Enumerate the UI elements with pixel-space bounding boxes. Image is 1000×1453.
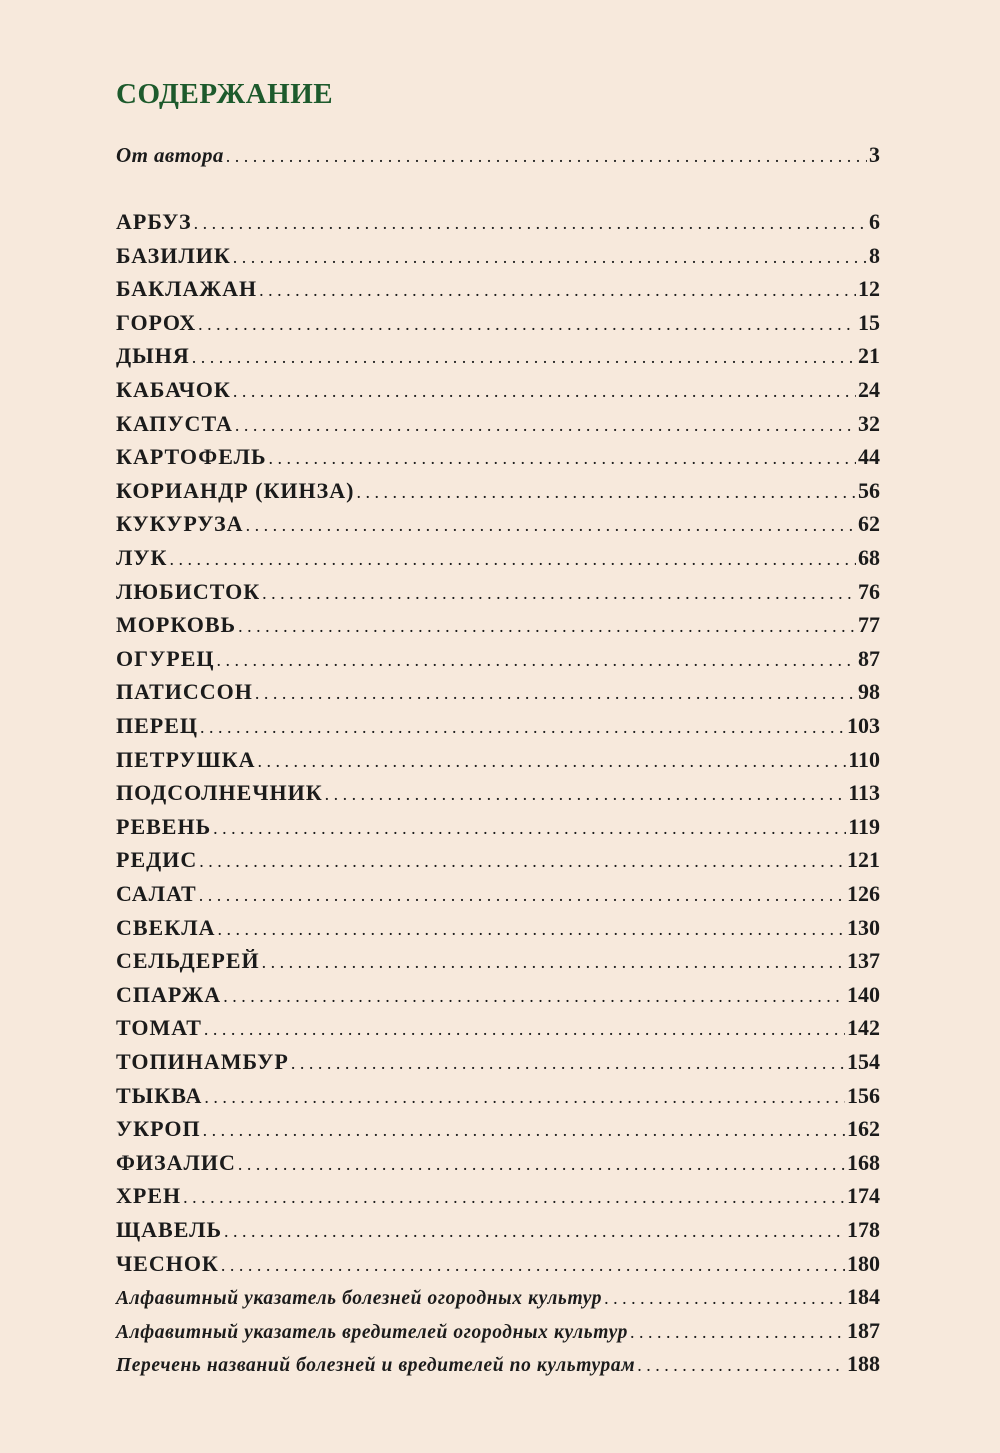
- toc-page-number: 98: [858, 679, 880, 705]
- toc-entry[interactable]: [116, 1081, 880, 1111]
- dot-leader: [630, 1317, 845, 1347]
- toc-page-number: 156: [847, 1082, 880, 1108]
- toc-entry[interactable]: [116, 711, 880, 741]
- toc-page-number: 32: [858, 410, 880, 436]
- toc-page-number: 142: [847, 1015, 880, 1041]
- toc-entry-label: АРБУЗ: [116, 209, 192, 234]
- toc-page-number: 154: [847, 1049, 880, 1074]
- toc-entry[interactable]: [116, 913, 880, 943]
- dot-leader: [216, 645, 856, 675]
- dot-leader: [259, 275, 856, 305]
- toc-entry-label: ФИЗАЛИС: [116, 1149, 236, 1175]
- toc-entry-label: ЛУК: [116, 545, 168, 570]
- toc-entry[interactable]: [116, 1249, 880, 1279]
- toc-page-number: 44: [858, 444, 880, 470]
- toc-entry[interactable]: [116, 577, 880, 607]
- toc-page-number: 87: [858, 645, 880, 671]
- toc-page-number: 162: [847, 1116, 880, 1142]
- toc-entry-label: ГОРОХ: [116, 309, 197, 335]
- toc-entry[interactable]: [116, 543, 880, 573]
- toc-entry-label: ПЕРЕЦ: [116, 713, 199, 738]
- toc-entry-label: Алфавитный указатель болезней огородных культур: [116, 1288, 603, 1310]
- dot-leader: [233, 242, 867, 272]
- toc-page-number: 24: [858, 377, 880, 402]
- toc-page-number: 77: [858, 612, 880, 638]
- toc-entry-label: СЕЛЬДЕРЕЙ: [116, 948, 260, 974]
- dot-leader: [203, 1115, 845, 1145]
- toc-page-number: 113: [848, 780, 880, 806]
- toc-page-number: 187: [847, 1317, 880, 1343]
- toc-entry-label: ПЕТРУШКА: [116, 746, 256, 772]
- toc-page-number: 8: [869, 242, 880, 268]
- toc-page-number: 130: [847, 914, 880, 940]
- toc-page-number: 15: [858, 309, 880, 335]
- toc-page-number: 103: [847, 713, 880, 738]
- toc-page-number: 188: [847, 1351, 880, 1377]
- toc-entry-label: ТОПИНАМБУР: [116, 1049, 289, 1074]
- dot-leader: [235, 410, 856, 440]
- toc-entry[interactable]: [116, 409, 880, 439]
- toc-entry-preface[interactable]: [116, 140, 880, 170]
- toc-entry[interactable]: [116, 745, 880, 775]
- toc-entry-label: СВЕКЛА: [116, 914, 216, 940]
- toc-entry[interactable]: [116, 476, 880, 506]
- toc-page-number: 137: [847, 948, 880, 974]
- dot-leader: [262, 578, 856, 608]
- dot-leader: [226, 141, 867, 171]
- toc-page-number: 184: [847, 1284, 880, 1310]
- toc-page-number: 140: [847, 981, 880, 1007]
- toc-entry[interactable]: [116, 341, 880, 371]
- toc-page-number: 21: [858, 343, 880, 369]
- dot-leader: [604, 1283, 845, 1313]
- dot-leader: [194, 208, 867, 238]
- dot-leader: [233, 376, 856, 406]
- dot-leader: [200, 712, 845, 742]
- toc-page-number: 62: [858, 511, 880, 537]
- dot-leader: [238, 1149, 845, 1179]
- toc-entry[interactable]: [116, 879, 880, 909]
- toc-entry[interactable]: [116, 207, 880, 237]
- dot-leader: [223, 981, 845, 1011]
- dot-leader: [325, 779, 847, 809]
- toc-appendix-entry[interactable]: [116, 1349, 880, 1379]
- toc-page-number: 178: [847, 1217, 880, 1242]
- toc-entry[interactable]: [116, 812, 880, 842]
- toc-page-number: 6: [869, 209, 880, 234]
- dot-leader: [238, 611, 856, 641]
- toc-entry-label: САЛАТ: [116, 881, 197, 906]
- dot-leader: [204, 1014, 845, 1044]
- toc-page-number: 12: [858, 276, 880, 302]
- toc-page-number: 3: [869, 142, 880, 167]
- toc-appendix-entry[interactable]: [116, 1282, 880, 1312]
- dot-leader: [255, 678, 856, 708]
- dot-leader: [192, 342, 856, 372]
- toc-entry-label: ЩАВЕЛЬ: [116, 1217, 223, 1242]
- dot-leader: [224, 1216, 845, 1246]
- toc-page-number: 168: [847, 1149, 880, 1175]
- toc-entry-label: ЧЕСНОК: [116, 1250, 219, 1276]
- toc-entry-label: КАПУСТА: [116, 410, 233, 436]
- toc-entry-label: КОРИАНДР (КИНЗА): [116, 477, 355, 503]
- dot-leader: [258, 746, 847, 776]
- toc-entry[interactable]: [116, 241, 880, 271]
- dot-leader: [246, 510, 856, 540]
- dot-leader: [198, 309, 856, 339]
- toc-entry[interactable]: [116, 845, 880, 875]
- toc-entry-label: УКРОП: [116, 1116, 201, 1142]
- dot-leader: [213, 813, 846, 843]
- toc-entry-label: ПОДСОЛНЕЧНИК: [116, 780, 323, 806]
- toc-entry[interactable]: [116, 308, 880, 338]
- dot-leader: [269, 443, 856, 473]
- toc-entry[interactable]: [116, 375, 880, 405]
- toc-entry[interactable]: [116, 610, 880, 640]
- dot-leader: [356, 477, 856, 507]
- toc-page-number: 180: [847, 1250, 880, 1276]
- toc-entry-label: БАКЛАЖАН: [116, 276, 258, 302]
- dot-leader: [262, 947, 845, 977]
- toc-page-number: 56: [858, 477, 880, 503]
- dot-leader: [204, 1082, 845, 1112]
- toc-entry[interactable]: [116, 1013, 880, 1043]
- toc-entry[interactable]: [116, 1215, 880, 1245]
- toc-page-number: 76: [858, 578, 880, 604]
- dot-leader: [217, 914, 845, 944]
- toc-entry-label: ПАТИССОН: [116, 679, 253, 705]
- dot-leader: [291, 1048, 845, 1078]
- dot-leader: [183, 1182, 845, 1212]
- toc-entry-label: КАБАЧОК: [116, 377, 231, 402]
- toc-entry-label: ТОМАТ: [116, 1015, 202, 1041]
- toc-entry[interactable]: [116, 644, 880, 674]
- table-of-contents: [116, 0, 880, 1453]
- toc-entry[interactable]: [116, 442, 880, 472]
- toc-entry-label: РЕВЕНЬ: [116, 813, 212, 839]
- toc-entry[interactable]: [116, 980, 880, 1010]
- toc-page-number: 119: [848, 813, 880, 839]
- toc-entry[interactable]: [116, 946, 880, 976]
- dot-leader: [199, 846, 845, 876]
- toc-page-number: 126: [847, 881, 880, 906]
- toc-entry[interactable]: [116, 509, 880, 539]
- dot-leader: [637, 1350, 845, 1380]
- toc-entry[interactable]: [116, 778, 880, 808]
- toc-page-number: 174: [847, 1183, 880, 1209]
- toc-entry[interactable]: [116, 1148, 880, 1178]
- toc-entry[interactable]: [116, 1047, 880, 1077]
- toc-entry[interactable]: [116, 274, 880, 304]
- toc-entry[interactable]: [116, 677, 880, 707]
- dot-leader: [199, 880, 845, 910]
- toc-entry-label: КУКУРУЗА: [116, 511, 244, 537]
- page-title: СОДЕРЖАНИЕ: [116, 78, 334, 110]
- toc-entry-label: ТЫКВА: [116, 1082, 203, 1108]
- toc-entry-label: ЛЮБИСТОК: [116, 578, 261, 604]
- toc-entry-label: КАРТОФЕЛЬ: [116, 444, 267, 470]
- toc-entry[interactable]: [116, 1114, 880, 1144]
- toc-page-number: 110: [848, 746, 880, 772]
- toc-entry-label: Алфавитный указатель вредителей огородных культур: [116, 1321, 628, 1343]
- toc-entry-label: Перечень названий болезней и вредителей по культурам: [116, 1355, 636, 1377]
- toc-entry-label: ОГУРЕЦ: [116, 645, 215, 671]
- toc-entry-label: ХРЕН: [116, 1183, 182, 1209]
- toc-page-number: 68: [858, 545, 880, 570]
- dot-leader: [170, 544, 857, 574]
- toc-entry[interactable]: [116, 1181, 880, 1211]
- toc-entry-label: МОРКОВЬ: [116, 612, 237, 638]
- toc-entry-label: ДЫНЯ: [116, 343, 190, 369]
- dot-leader: [221, 1250, 845, 1280]
- toc-entry-label: РЕДИС: [116, 847, 198, 873]
- toc-page-number: 121: [847, 847, 880, 873]
- toc-appendix-entry[interactable]: [116, 1316, 880, 1346]
- toc-entry-label: СПАРЖА: [116, 981, 222, 1007]
- toc-entry-label: БАЗИЛИК: [116, 242, 231, 268]
- toc-entry-label: От автора: [116, 143, 224, 167]
